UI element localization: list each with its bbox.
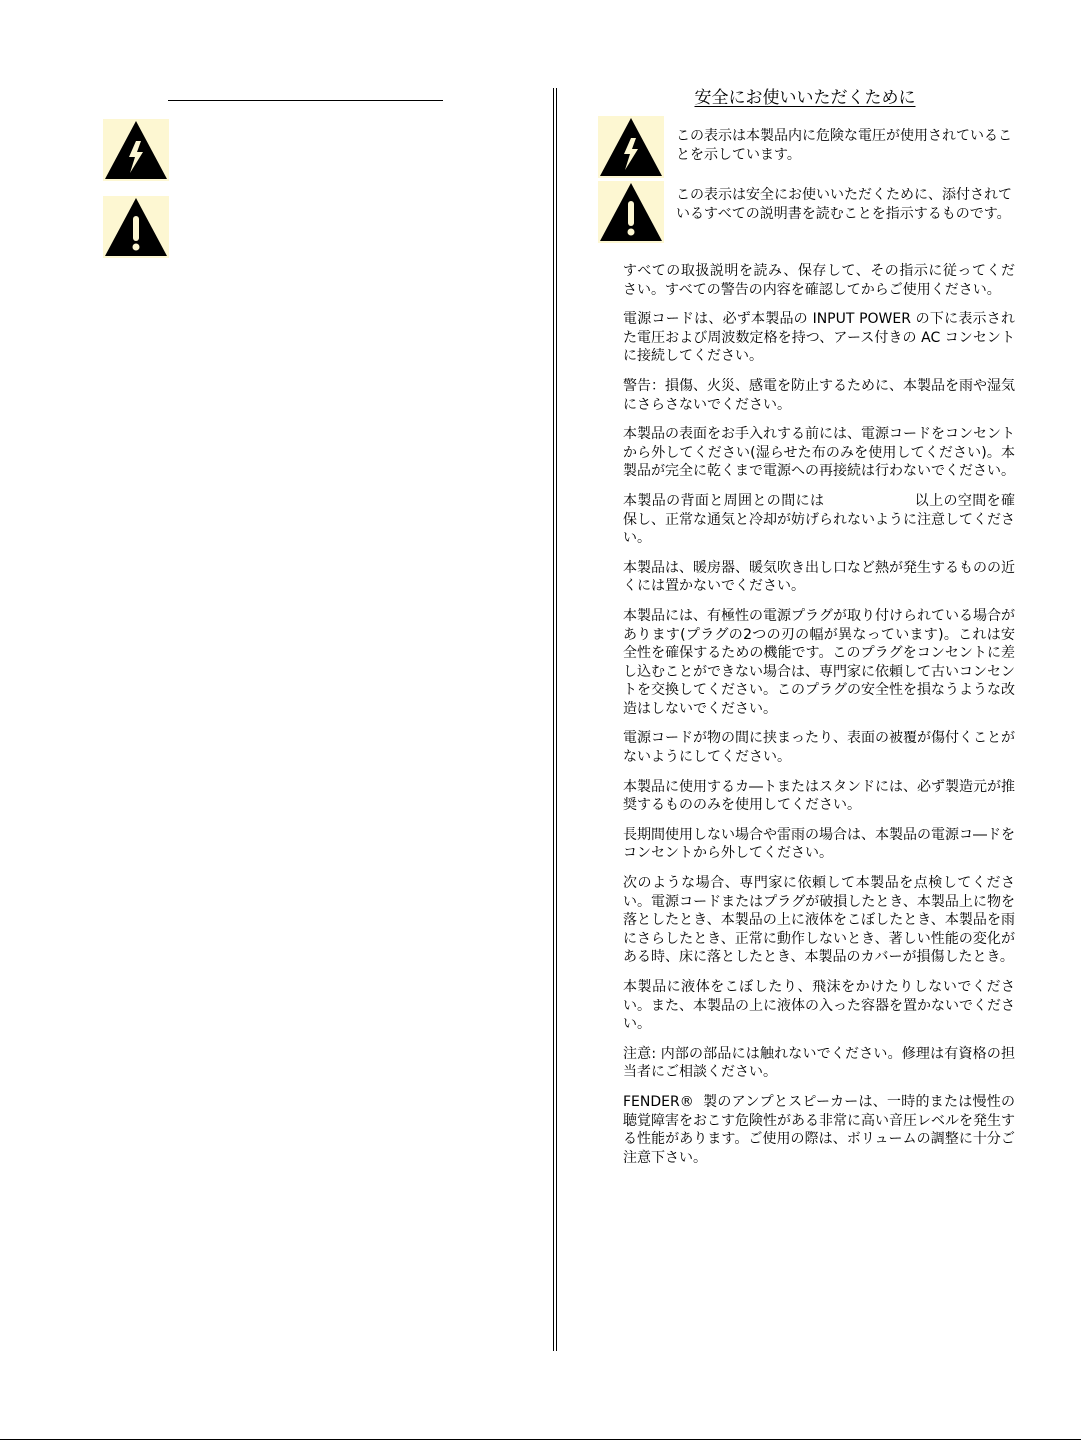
instruction-paragraph: すべての取扱説明を読み、保存して、その指示に従ってください。すべての警告の内容を確認してからご使用ください。: [623, 263, 1015, 298]
page-bottom-rule: [0, 1439, 1081, 1440]
instruction-paragraph: 本製品の表面をお手入れする前には、電源コードをコンセントから外してください(湿らせた布のみを使用してください)。本製品が完全に乾くまで電源への再接続は行わないでください。: [623, 426, 1015, 480]
instruction-paragraph: 本製品には、有極性の電源プラグが取り付けられている場合があります(プラグの2つの刃の幅が異なっています)。これは安全性を確保するための機能です。このプラグをコンセントに差し込むことができない場合は、専門家に依頼して古いコンセントを交換してください。このプラグの安全性を損なうような改造はしないでください。: [623, 607, 1015, 717]
instruction-paragraph: 本製品に液体をこぼしたり、飛沫をかけたりしないでください。また、本製品の上に液体の入った容器を置かないでください。: [623, 979, 1015, 1033]
column-divider: [553, 88, 557, 1351]
instruction-paragraph: 本製品に使用するカ―トまたはスタンドには、必ず製造元が推奨するもののみを使用してください。: [623, 778, 1015, 814]
brand-name: FENDER®: [623, 1093, 694, 1110]
lightning-warning-icon: [598, 116, 664, 178]
page-title-text: 安全にお使いいただくために: [694, 88, 916, 108]
safety-instructions: [623, 262, 1015, 1178]
left-title-underline: [168, 100, 443, 101]
instruction-paragraph: 警告：損傷、火災、感電を防止するために、本製品を雨や湿気にさらさないでください。: [623, 377, 1015, 413]
instruction-text: 以上の空間を確保し、正常な通気と冷却が妨げられないように注意してください。: [623, 492, 1016, 547]
instruction-paragraph: 電源コードは、必ず本製品の INPUT POWER の下に表示された電圧および周波数定格を持つ、アース付きの AC コンセントに接続してください。: [623, 311, 1015, 365]
page-title: [560, 86, 1050, 110]
exclamation-warning-icon: [103, 196, 169, 258]
instruction-paragraph: 長期間使用しない場合や雷雨の場合は、本製品の電源コ―ドをコンセントから外してください。: [623, 826, 1015, 862]
instruction-paragraph: [623, 492, 1015, 548]
instruction-paragraph: 次のような場合、専門家に依頼して本製品を点検してください。電源コードまたはプラグが破損したとき、本製品上に物を落としたとき、本製品の上に液体をこぼしたとき、本製品を雨にさらしたとき、正常に動作しないとき、著しい性能の変化がある時、床に落としたとき、本製品のカバーが損傷したとき。: [623, 875, 1015, 966]
instruction-paragraph: [623, 1093, 1015, 1167]
instruction-paragraph: 電源コードが物の間に挟まったり、表面の被覆が傷付くことがないようにしてください。: [623, 730, 1015, 766]
instruction-paragraph: 本製品は、暖房器、暖気吹き出し口など熱が発生するものの近くには置かないでください。: [623, 559, 1015, 595]
instruction-text: 製のアンプとスピーカーは、一時的または慢性の聴覚障害をおこす危険性がある非常に高い音圧レベルを発生する性能があります。ご使用の際は、ボリュームの調整に十分ご注意下さい。: [623, 1093, 1015, 1166]
lightning-warning-icon: [103, 119, 169, 181]
lightning-notice-text: この表示は本製品内に危険な電圧が使用されていることを示しています。: [676, 128, 1012, 163]
instruction-text: 本製品の背面と周囲との間には: [623, 492, 825, 509]
instruction-paragraph: 注意: 内部の部品には触れないでください。修理は有資格の担当者にご相談ください。: [623, 1045, 1015, 1081]
exclamation-warning-icon: [598, 181, 664, 243]
exclamation-notice-text: この表示は安全にお使いいただくために、添付されているすべての説明書を読むことを指示するものです。: [676, 187, 1012, 222]
